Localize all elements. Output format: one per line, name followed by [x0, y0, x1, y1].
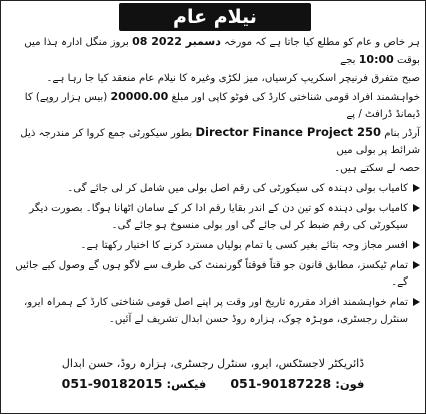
- intro-line-3: خواہشمند افراد قومی شناختی کارڈ کی فوٹو کاپی اور مبلغ 20000.00 (بیس ہزار روپے) کا ڈیمانڈ ڈرافٹ / پے: [24, 90, 420, 120]
- office-address: ڈائریکٹر لاجسٹکس، ایرو، سنٹرل رجسٹری، ہزارہ روڈ، حسن ابدال: [61, 357, 365, 370]
- payee-name: Director Finance Project 250: [195, 125, 381, 139]
- notice-body: [5, 33, 420, 331]
- arrow-bullet-icon: [413, 184, 420, 192]
- condition-item: تمام ٹیکسز، مطابق قانون جو قتاً فوقتاً گورنمنٹ کی طرف سے لاگو ہوں گے وصول کیے جائیں گے۔: [5, 257, 420, 291]
- arrow-bullet-icon: [413, 241, 420, 249]
- intro-line-1: ہر خاص و عام کو مطلع کیا جاتا ہے کہ مورخہ 08 دسمبر 2022 بروز منگل ادارہ ہذا میں بوقت 10:00 بجے: [24, 35, 420, 66]
- auction-date: 08 دسمبر 2022: [132, 35, 221, 48]
- condition-item: کامیاب بولی دہندہ کی سیکورٹی کی رقم اصل بولی میں شامل کر لی جائے گی۔: [5, 180, 420, 197]
- security-amount: 20000.00: [110, 90, 169, 103]
- auction-time: 10:00: [358, 53, 394, 66]
- condition-item: افسر مجاز وجہ بتائے بغیر کسی یا تمام بولیاں مسترد کرنے کا اختیار رکھتا ہے۔: [5, 237, 420, 254]
- condition-item: تمام خواہشمند افراد مقررہ تاریخ اور وقت پر اپنے اصل قومی شناختی کارڈ کے ہمراہ ایرو، سنٹرل رجسٹری، موہڑہ چوک، ہزارہ روڈ حسن ابدال تشریف لے آئیں۔: [5, 294, 420, 328]
- phone-number: 051-90187228: [230, 376, 332, 391]
- intro-line-5: حصہ لے سکتے ہیں۔: [334, 163, 420, 174]
- arrow-bullet-icon: [413, 204, 420, 212]
- intro-line-2: صبح متفرق فرنیچر اسکریپ کرسیاں، میز لکڑی وغیرہ کا نیلام عام منعقد کیا جا رہا ہے۔: [46, 73, 420, 84]
- contact-line: فون: 051-90187228 فیکس: 051-90182015: [61, 376, 365, 391]
- condition-item: کامیاب بولی دہندہ کو تین دن کے اندر بقایا رقم ادا کر کے سامان اٹھانا ہوگا۔ بصورت دیگر سیکورٹی کی رقم ضبط کر لی جائے گی اور بولی منسوخ ہو جائے گی۔: [5, 200, 420, 234]
- fax-number: 051-90182015: [61, 376, 163, 391]
- notice-title: نیلام عام: [119, 3, 311, 31]
- notice-footer: [9, 355, 417, 391]
- arrow-bullet-icon: [413, 298, 420, 306]
- intro-line-4: آرڈر بنام Director Finance Project 250 بطور سیکورٹی جمع کروا کر مندرجہ ذیل شرائط پر بولی میں: [20, 125, 420, 156]
- arrow-bullet-icon: [413, 261, 420, 269]
- conditions-list: [5, 180, 420, 328]
